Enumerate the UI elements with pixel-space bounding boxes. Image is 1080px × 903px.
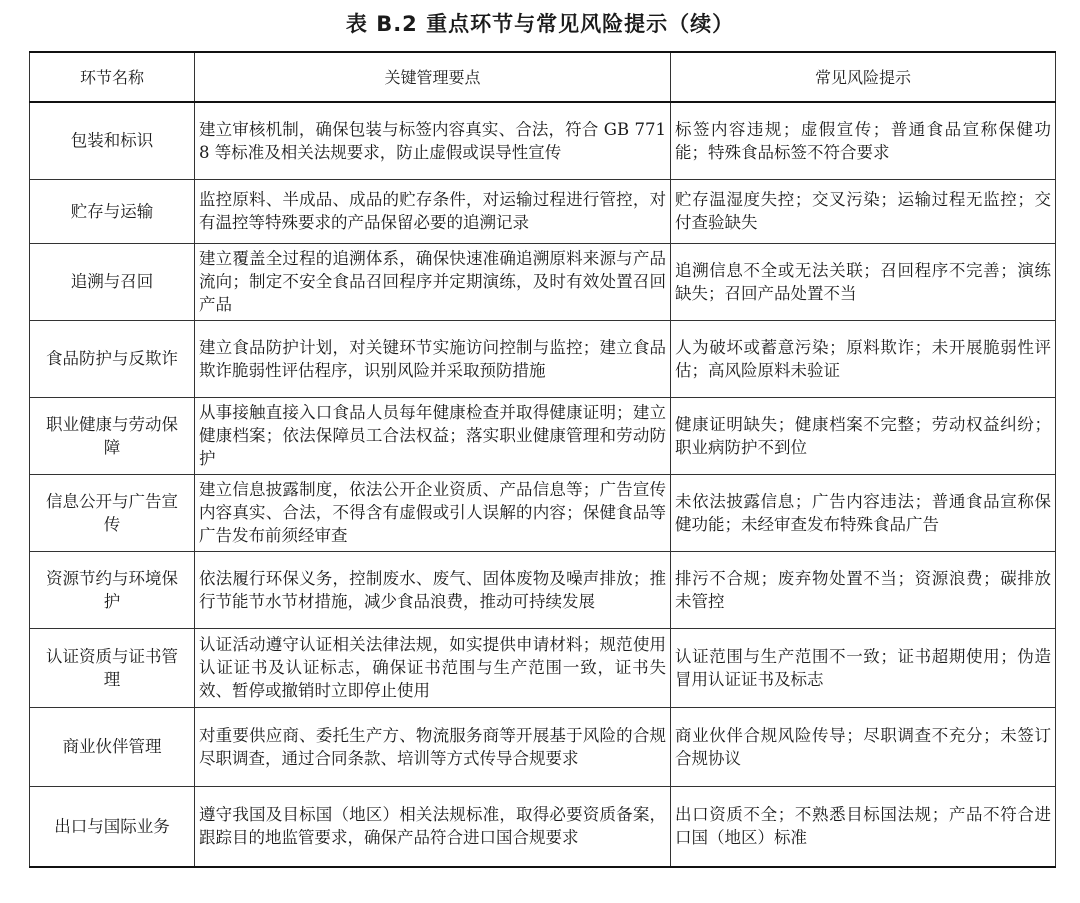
table-row <box>30 243 1056 320</box>
table-title: 表 B.2 重点环节与常见风险提示（续） <box>345 12 735 36</box>
risk-tips-cell: 商业伙伴合规风险传导；尽职调查不充分；未签订合规协议 <box>671 707 1056 786</box>
table-row <box>30 786 1056 867</box>
risk-tips-cell: 未依法披露信息；广告内容违法；普通食品宣称保健功能；未经审查发布特殊食品广告 <box>671 474 1056 551</box>
stage-name-cell: 商业伙伴管理 <box>30 707 195 786</box>
key-points-cell: 建立食品防护计划，对关键环节实施访问控制与监控；建立食品欺诈脆弱性评估程序，识别风险并采取预防措施 <box>195 320 671 397</box>
table-row <box>30 474 1056 551</box>
risk-tips-cell: 认证范围与生产范围不一致；证书超期使用；伪造冒用认证证书及标志 <box>671 628 1056 707</box>
table-row <box>30 628 1056 707</box>
stage-name-cell: 职业健康与劳动保障 <box>30 397 195 474</box>
key-points-cell: 建立信息披露制度，依法公开企业资质、产品信息等；广告宣传内容真实、合法，不得含有虚假或引人误解的内容；保健食品等广告发布前须经审查 <box>195 474 671 551</box>
key-points-cell: 建立审核机制，确保包装与标签内容真实、合法，符合 GB 7718 等标准及相关法规要求，防止虚假或误导性宣传 <box>195 102 671 179</box>
table-row <box>30 397 1056 474</box>
key-points-cell: 遵守我国及目标国（地区）相关法规标准，取得必要资质备案，跟踪目的地监管要求，确保产品符合进口国合规要求 <box>195 786 671 867</box>
risk-tips-cell: 健康证明缺失；健康档案不完整；劳动权益纠纷；职业病防护不到位 <box>671 397 1056 474</box>
key-points-cell: 建立覆盖全过程的追溯体系，确保快速准确追溯原料来源与产品流向；制定不安全食品召回程序并定期演练，及时有效处置召回产品 <box>195 243 671 320</box>
table-row <box>30 102 1056 179</box>
stage-name-cell: 认证资质与证书管理 <box>30 628 195 707</box>
table-row <box>30 551 1056 628</box>
risk-tips-cell: 贮存温湿度失控；交叉污染；运输过程无监控；交付查验缺失 <box>671 179 1056 243</box>
risk-tips-cell: 标签内容违规；虚假宣传；普通食品宣称保健功能；特殊食品标签不符合要求 <box>671 102 1056 179</box>
key-points-cell: 对重要供应商、委托生产方、物流服务商等开展基于风险的合规尽职调查，通过合同条款、培训等方式传导合规要求 <box>195 707 671 786</box>
stage-name-cell: 出口与国际业务 <box>30 786 195 867</box>
table-header-row <box>30 52 1056 102</box>
risk-tips-cell: 追溯信息不全或无法关联；召回程序不完善；演练缺失；召回产品处置不当 <box>671 243 1056 320</box>
header-risk-tips: 常见风险提示 <box>671 52 1056 102</box>
stage-name-cell: 信息公开与广告宣传 <box>30 474 195 551</box>
stage-name-cell: 资源节约与环境保护 <box>30 551 195 628</box>
table-row <box>30 707 1056 786</box>
key-points-cell: 认证活动遵守认证相关法律法规，如实提供申请材料；规范使用认证证书及认证标志，确保证书范围与生产范围一致，证书失效、暂停或撤销时立即停止使用 <box>195 628 671 707</box>
key-points-cell: 监控原料、半成品、成品的贮存条件，对运输过程进行管控，对有温控等特殊要求的产品保留必要的追溯记录 <box>195 179 671 243</box>
key-points-cell: 从事接触直接入口食品人员每年健康检查并取得健康证明；建立健康档案；依法保障员工合法权益；落实职业健康管理和劳动防护 <box>195 397 671 474</box>
header-stage-name: 环节名称 <box>30 52 195 102</box>
risk-tips-cell: 排污不合规；废弃物处置不当；资源浪费；碳排放未管控 <box>671 551 1056 628</box>
key-points-cell: 依法履行环保义务，控制废水、废气、固体废物及噪声排放；推行节能节水节材措施，减少食品浪费，推动可持续发展 <box>195 551 671 628</box>
stage-name-cell: 包装和标识 <box>30 102 195 179</box>
stage-name-cell: 追溯与召回 <box>30 243 195 320</box>
header-key-points: 关键管理要点 <box>195 52 671 102</box>
table-row <box>30 320 1056 397</box>
risk-tips-cell: 出口资质不全；不熟悉目标国法规；产品不符合进口国（地区）标准 <box>671 786 1056 867</box>
risk-tips-cell: 人为破坏或蓄意污染；原料欺诈；未开展脆弱性评估；高风险原料未验证 <box>671 320 1056 397</box>
table-row <box>30 179 1056 243</box>
risk-table <box>29 51 1056 868</box>
stage-name-cell: 食品防护与反欺诈 <box>30 320 195 397</box>
stage-name-cell: 贮存与运输 <box>30 179 195 243</box>
